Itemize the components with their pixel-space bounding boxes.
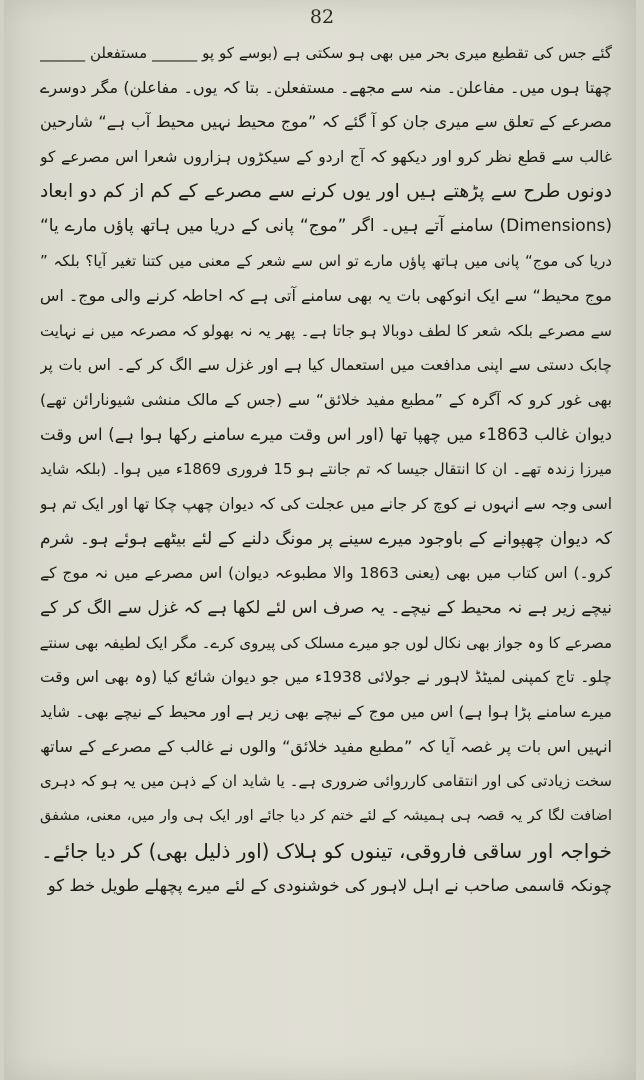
text-line: کرو۔) اس کتاب میں بھی (یعنی 1863 والا مطبوعہ دیوان) اس مصرعے میں نہ موج کے (40, 564, 612, 583)
text-line: خواجہ اور ساقی فاروقی، تینوں کو ہلاک (اور ذلیل بھی) کر دیا جائے۔ (41, 838, 612, 863)
text-line: (Dimensions) سامنے آتے ہیں۔ اگر ”موج“ پانی کے دریا میں ہاتھ پاؤں مارے یا“ (40, 216, 612, 237)
text-line: مصرعے کے تعلق سے میری جان کو آ گئے کہ ”موج محیط نہیں محیط آب ہے“ شارحین (40, 112, 612, 132)
text-line: بھی غور کرو کہ آگرہ کے ”مطبع مفید خلائق“ سے (جس کے مالک منشی شیونارائن تھے) (40, 390, 612, 409)
text-line: غالب سے قطع نظر کرو اور دیکھو کہ آج اردو کے سیکڑوں ہزاروں شعرا اس مصرعے کو (40, 148, 612, 167)
text-line: نیچے زیر ہے نہ محیط کے نیچے۔ یہ صرف اس لئے لکھا ہے کہ غزل سے الگ کر کے (40, 598, 612, 618)
text-line: اضافت لگا کر یہ قصہ ہی ہمیشہ کے لئے ختم کر دیا جائے اور ایک ہی وار میں، معنی، مشفق (40, 808, 612, 825)
text-line: اسی وجہ سے انہوں نے کوچ کر جانے میں عجلت کی کہ دیوان چھپ چکا تھا اور ایک تم ہو (40, 494, 612, 513)
text-line: چابک دستی سے اپنی مدافعت میں استعمال کیا ہے اور غزل سے الگ کر کے۔ اس بات پر (40, 356, 612, 375)
text-line: چلو۔ تاج کمپنی لمیٹڈ لاہور نے جولائی 1938ء میں جو دیوان شائع کیا (وہ بھی اس وقت (40, 668, 612, 687)
text-line: دونوں طرح سے پڑھتے ہیں اور یوں کرنے سے مصرعے کے کم از کم دو ابعاد (40, 180, 612, 202)
text-line: سخت زیادتی کی اور انتقامی کارروائی ضروری ہے۔ یا شاید ان کے ذہن میں یہ ہو کہ دہری (40, 772, 612, 791)
text-line: دریا کی موج“ پانی میں ہاتھ پاؤں مارے تو اس سے شعر کے معنی میں کتنا تغیر آیا؟ بلکہ ” (40, 252, 612, 271)
text-line: دیوان غالب 1863ء میں چھپا تھا (اور اس وقت میرے سامنے رکھا ہوا ہے) اس وقت (40, 424, 612, 444)
text-line: سے مصرعے بلکہ شعر کا لطف دوبالا ہو جاتا ہے۔ پھر یہ نہ بھولو کہ مصرعہ میں نے نہایت (40, 321, 612, 340)
text-line: انہیں اس بات پر غصہ آیا کہ ”مطبع مفید خلائق“ والوں نے غالب کے مصرعے کے ساتھ (40, 736, 612, 756)
page-number: 82 (309, 6, 335, 28)
text-line: کہ دیوان چھپوانے کے باوجود میرے سینے پر مونگ دلنے کے لئے بیٹھے ہوئے ہو۔ شرم (40, 528, 612, 549)
text-line: میرے سامنے پڑا ہوا ہے) اس میں موج کے نیچے بھی زیر ہے اور محیط کے نیچے بھی۔ شاید (40, 703, 612, 722)
text-line: موج محیط“ سے ایک انوکھی بات یہ بھی سامنے آتی ہے کہ احاطہ کرنے والی موج۔ اس (40, 285, 612, 305)
text-line: میرزا زندہ تھے۔ ان کا انتقال جیسا کہ تم جانتے ہو 15 فروری 1869ء میں ہوا۔ (بلکہ شاید (40, 460, 612, 479)
text-line: مصرعے کا وہ جواز بھی نکال لوں جو میرے مسلک کی پیروی کرے۔ مگر ایک لطیفہ بھی سنتے (40, 633, 612, 652)
text-line: گئے جس کی تقطیع میری بحر میں بھی ہو سکتی ہے (بوسے کو پو ______ مستفعلن ______ (40, 44, 612, 62)
text-line: چونکہ قاسمی صاحب نے اہل لاہور کی خوشنودی کے لئے میرے پچھلے طویل خط کو (47, 875, 612, 895)
body-text (40, 36, 612, 903)
text-line: چھتا ہوں میں۔ مفاعلن۔ منہ سے مجھے۔ مستفعلن۔ بتا کہ یوں۔ مفاعلن) مگر دوسرے (40, 77, 612, 97)
